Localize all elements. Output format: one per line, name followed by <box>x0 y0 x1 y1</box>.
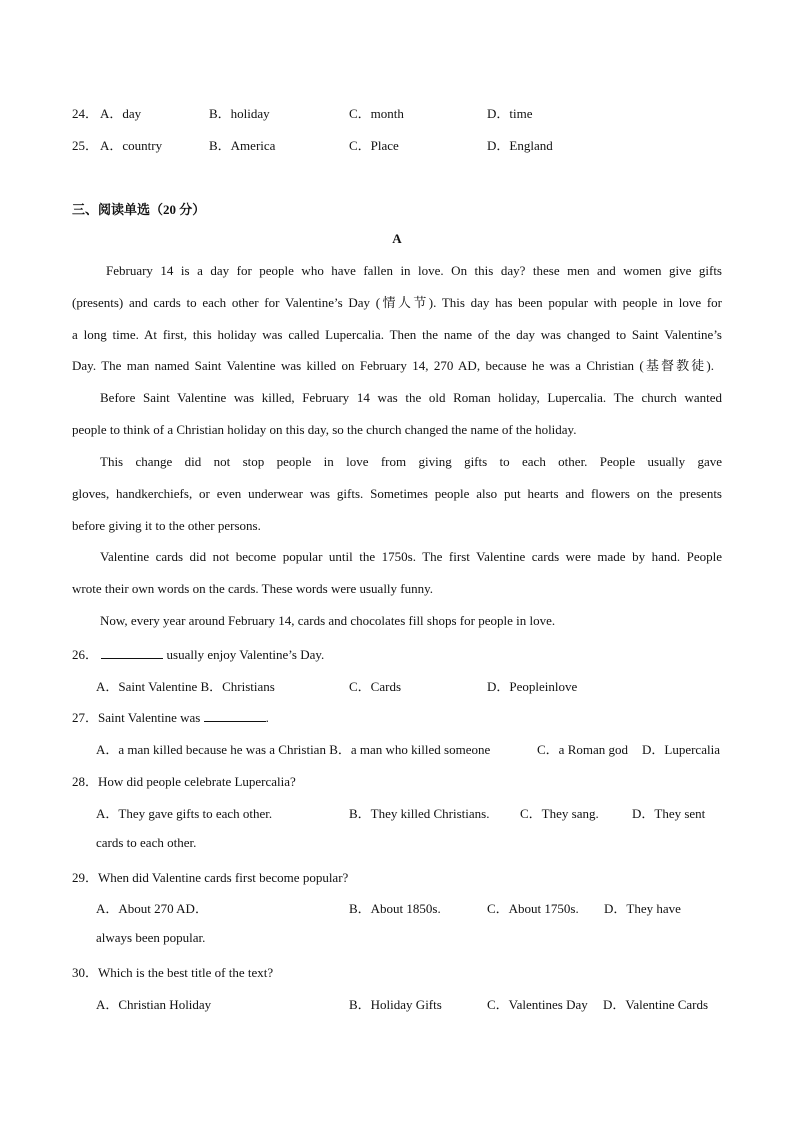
question-30-stem <box>72 962 273 981</box>
option-d: D．They have <box>604 901 681 916</box>
passage-line: February 14 is a day for people who have fallen in love. On this day? these men and women give gifts <box>106 263 722 278</box>
question-number: 26． <box>72 647 99 662</box>
option-a: A．a man killed because he was a Christian B．a man who killed someone <box>96 742 491 757</box>
passage-line: a long time. At first, this holiday was called Lupercalia. Then the name of the day was changed to Saint Valentine’s <box>72 327 722 342</box>
passage-line: wrote their own words on the cards. These words were usually funny. <box>72 581 434 596</box>
option-d: D．Peopleinlove <box>487 679 578 694</box>
answer-blank <box>204 709 266 722</box>
question-26-stem <box>72 644 324 663</box>
passage-line: Now, every year around February 14, cards and chocolates fill shops for people in love. <box>100 613 556 628</box>
passage-line: (presents) and cards to each other for Valentine’s Day (情人节). This day has been popular with people in love for <box>72 295 722 310</box>
question-26-options <box>0 676 794 696</box>
question-text: When did Valentine cards first become popular? <box>98 870 349 885</box>
option-b: B．America <box>209 138 276 153</box>
question-text: How did people celebrate Lupercalia? <box>98 774 296 789</box>
option-c: C．Place <box>349 138 399 153</box>
answer-blank <box>101 646 163 659</box>
option-b: B．Holiday Gifts <box>349 997 442 1012</box>
question-29-stem <box>72 867 348 886</box>
question-24 <box>0 103 794 123</box>
passage-line: Before Saint Valentine was killed, February 14 was the old Roman holiday, Lupercalia. The church wanted <box>100 390 722 405</box>
option-c: C．Valentines Day <box>487 997 588 1012</box>
question-28-options <box>0 803 794 823</box>
question-25 <box>0 135 794 155</box>
passage-line: before giving it to the other persons. <box>72 518 261 533</box>
passage-line: This change did not stop people in love from giving gifts to each other. People usually gave <box>100 454 722 469</box>
passage-line: gloves, handkerchiefs, or even underwear was gifts. Sometimes people also put hearts and flowers on the presents <box>72 486 722 501</box>
option-b: B．They killed Christians. <box>349 806 490 821</box>
question-29-options <box>0 898 794 918</box>
question-27-stem <box>72 707 269 726</box>
question-text: Saint Valentine was <box>98 710 201 725</box>
question-number: 30． <box>72 965 99 980</box>
question-number: 24． <box>72 106 99 121</box>
question-number: 27． <box>72 710 99 725</box>
question-number: 28． <box>72 774 99 789</box>
question-30-options <box>0 994 794 1014</box>
option-c: C．About 1750s. <box>487 901 579 916</box>
option-a: A．About 270 AD． <box>96 901 208 916</box>
option-c: C．Cards <box>349 679 402 694</box>
section-title: 三、阅读单选（20 分） <box>72 202 206 217</box>
option-a: A．country <box>100 138 163 153</box>
passage-line: Valentine cards did not become popular until the 1750s. The first Valentine cards were made by hand. People <box>100 549 722 564</box>
option-d: D．England <box>487 138 553 153</box>
passage-line: people to think of a Christian holiday on this day, so the church changed the name of the holiday. <box>72 422 577 437</box>
option-c: C．a Roman god <box>537 742 628 757</box>
option-a: A．Saint Valentine B．Christians <box>96 679 275 694</box>
option-d: D．Lupercalia <box>642 742 720 757</box>
option-b: B．holiday <box>209 106 270 121</box>
option-d: D．They sent <box>632 806 706 821</box>
question-text-end: . <box>265 710 269 725</box>
option-d: D．Valentine Cards <box>603 997 709 1012</box>
question-text: usually enjoy Valentine’s Day. <box>166 647 325 662</box>
option-d: D．time <box>487 106 533 121</box>
passage-line: Day. The man named Saint Valentine was killed on February 14, 270 AD, because he was a Christian (基督教徒). <box>72 358 714 373</box>
option-b: B．About 1850s. <box>349 901 441 916</box>
option-a: A．They gave gifts to each other. <box>96 806 273 821</box>
option-d-continued: cards to each other. <box>96 835 197 850</box>
question-number: 29． <box>72 870 99 885</box>
option-a: A．day <box>100 106 142 121</box>
question-text: Which is the best title of the text? <box>98 965 274 980</box>
option-d-continued: always been popular. <box>96 930 206 945</box>
question-27-options <box>0 739 794 759</box>
option-a: A．Christian Holiday <box>96 997 212 1012</box>
passage-title: A <box>392 231 402 246</box>
option-c: C．month <box>349 106 404 121</box>
question-28-stem <box>72 771 296 790</box>
question-number: 25． <box>72 138 99 153</box>
option-c: C．They sang. <box>520 806 599 821</box>
